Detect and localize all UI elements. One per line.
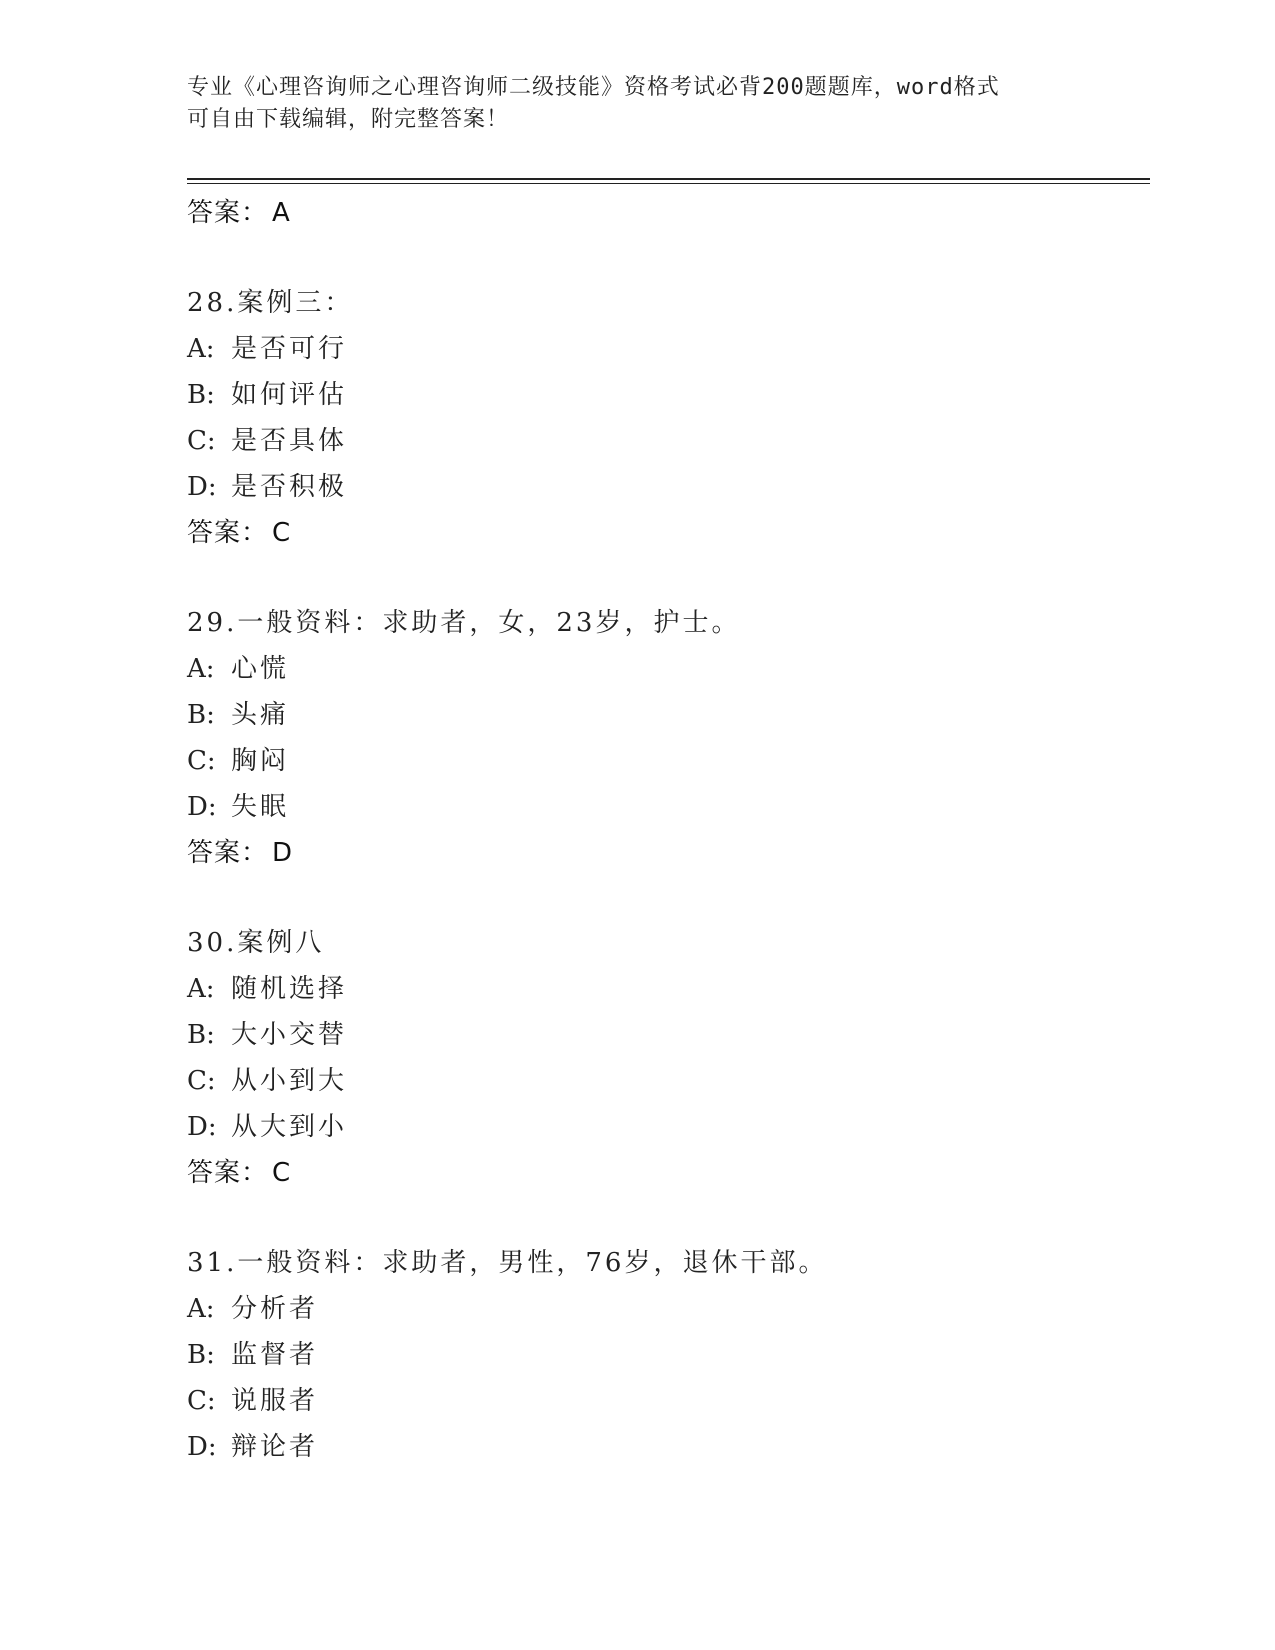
option-text: 随机选择: [231, 974, 348, 1004]
option-letter: C:: [187, 1386, 216, 1416]
option-text: 大小交替: [231, 1020, 348, 1050]
option-b: [187, 1012, 1087, 1058]
option-text: 胸闷: [231, 746, 290, 776]
question-number: 30.: [187, 928, 238, 958]
option-letter: D:: [187, 472, 217, 502]
page-header: [187, 72, 1077, 136]
option-c: [187, 1058, 1087, 1104]
question-number: 31.: [187, 1248, 238, 1278]
option-letter: D:: [187, 792, 217, 822]
answer-value: C: [272, 518, 292, 548]
question-30: [187, 920, 1087, 966]
option-text: 从小到大: [231, 1066, 348, 1096]
answer-line: [187, 1150, 1087, 1196]
option-text: 分析者: [231, 1294, 319, 1324]
option-text: 是否具体: [231, 426, 348, 456]
question-text: 案例八: [237, 928, 325, 958]
option-letter: C:: [187, 746, 216, 776]
option-text: 从大到小: [231, 1112, 348, 1142]
question-text: 一般资料：求助者，男性，76岁，退休干部。: [237, 1248, 828, 1278]
answer-label: 答案：: [187, 198, 269, 228]
option-text: 说服者: [231, 1386, 319, 1416]
option-letter: A:: [187, 974, 215, 1004]
option-text: 心慌: [231, 654, 290, 684]
answer-label: 答案：: [187, 1158, 269, 1188]
option-a: [187, 326, 1087, 372]
option-d: [187, 1104, 1087, 1150]
header-title-line-2: 可自由下载编辑，附完整答案！: [187, 107, 510, 132]
option-d: [187, 1424, 1087, 1470]
answer-line: [187, 510, 1087, 556]
option-text: 失眠: [231, 792, 290, 822]
option-b: [187, 372, 1087, 418]
answer-label: 答案：: [187, 518, 269, 548]
option-c: [187, 1378, 1087, 1424]
option-c: [187, 738, 1087, 784]
option-a: [187, 966, 1087, 1012]
option-letter: C:: [187, 426, 216, 456]
option-a: [187, 1286, 1087, 1332]
option-letter: C:: [187, 1066, 216, 1096]
option-letter: B:: [187, 700, 215, 730]
option-letter: A:: [187, 334, 215, 364]
option-c: [187, 418, 1087, 464]
header-title-line-1: 专业《心理咨询师之心理咨询师二级技能》资格考试必背200题题库，word格式: [187, 75, 1000, 100]
option-text: 辩论者: [231, 1432, 319, 1462]
answer-value: A: [272, 198, 291, 228]
option-a: [187, 646, 1087, 692]
option-letter: D:: [187, 1432, 217, 1462]
option-text: 是否可行: [231, 334, 348, 364]
question-29: [187, 600, 1087, 646]
option-b: [187, 692, 1087, 738]
option-text: 头痛: [231, 700, 290, 730]
answer-line: [187, 190, 1087, 236]
question-number: 29.: [187, 608, 238, 638]
option-d: [187, 784, 1087, 830]
option-letter: D:: [187, 1112, 217, 1142]
question-number: 28.: [187, 288, 238, 318]
question-text: 一般资料：求助者，女，23岁，护士。: [237, 608, 741, 638]
option-text: 如何评估: [231, 380, 348, 410]
answer-value: D: [272, 838, 294, 868]
answer-line: [187, 830, 1087, 876]
answer-label: 答案：: [187, 838, 269, 868]
option-b: [187, 1332, 1087, 1378]
option-letter: B:: [187, 1020, 215, 1050]
header-rule: [187, 178, 1150, 180]
document-body: [187, 190, 1087, 1470]
header-rule-thin: [187, 183, 1150, 184]
option-letter: B:: [187, 1340, 215, 1370]
question-31: [187, 1240, 1087, 1286]
question-28: [187, 280, 1087, 326]
question-text: 案例三：: [237, 288, 354, 318]
option-d: [187, 464, 1087, 510]
option-text: 是否积极: [231, 472, 348, 502]
answer-value: C: [272, 1158, 292, 1188]
option-letter: A:: [187, 1294, 215, 1324]
option-letter: B:: [187, 380, 215, 410]
option-text: 监督者: [231, 1340, 319, 1370]
option-letter: A:: [187, 654, 215, 684]
